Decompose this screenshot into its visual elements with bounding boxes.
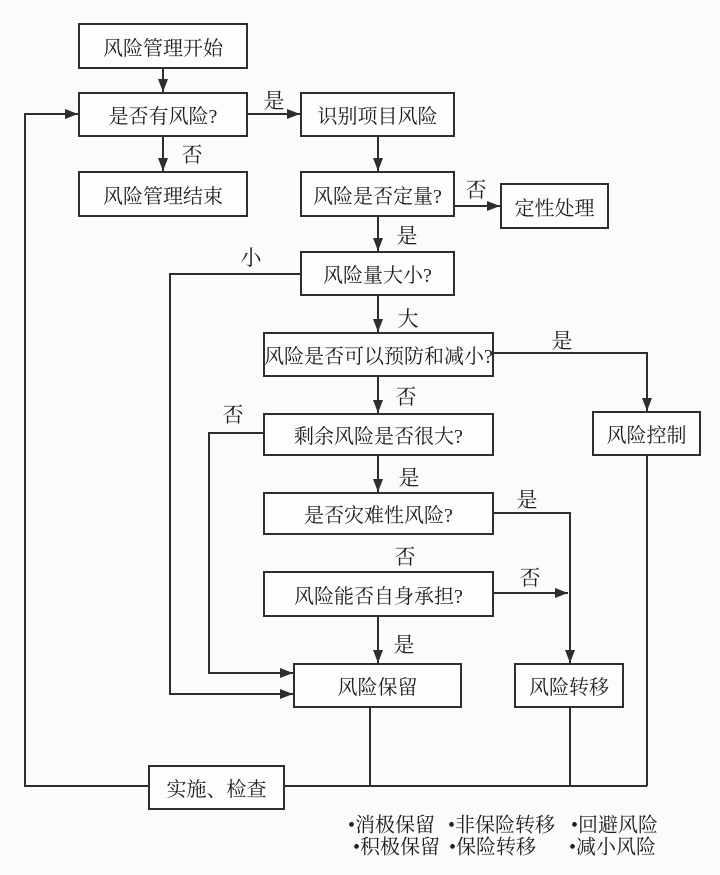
node-label: 实施、检查 [166,779,267,801]
edge-label-small-magnitude: 小 [240,246,262,270]
legend-item-label: 非保险转移 [455,814,556,837]
edge-label-yes-prevent: 是 [551,329,573,353]
bullet-icon: • [571,814,579,837]
legend-item [449,831,536,860]
node-label: 风险管理开始 [103,37,223,60]
edge-label-no-residual: 否 [222,403,244,427]
node-start [78,23,248,69]
edge-label-yes-residual: 是 [398,466,420,490]
legend-item-label: 减小风险 [576,836,657,859]
bullet-icon: • [569,836,577,859]
node-can-prevent-reduce [263,332,494,377]
legend-item [569,831,656,860]
edge-label-yes-catastrophic: 是 [516,488,538,512]
node-risk-control [592,411,701,456]
node-label: 风险管理结束 [103,185,223,208]
node-can-self-bear [263,571,494,617]
node-label: 是否灾难性风险? [304,505,453,527]
node-has-risk [78,92,248,137]
node-is-catastrophic [263,492,494,535]
node-label: 风险转移 [529,677,609,699]
node-risk-retention [293,663,462,708]
bullet-icon: • [448,814,456,837]
node-is-quantitative [300,171,455,217]
legend-item-label: 消极保留 [355,814,436,837]
node-implement-check [148,765,285,810]
node-label: 风险能否自身承担? [294,585,463,608]
edge-label-no-self-bear: 否 [519,566,541,590]
edge-residual-no-to-retain [209,433,293,673]
node-label: 风险控制 [606,425,687,447]
legend-item-label: 保险转移 [456,836,537,859]
edge-label-no-has-risk: 否 [181,143,203,167]
node-label: 识别项目风险 [317,106,438,128]
bullet-icon: • [353,836,361,859]
edge-label-no-catastrophic: 否 [394,545,416,569]
edge-prevent-yes-to-control [494,353,647,411]
node-label: 风险量大小? [323,265,432,287]
legend-item-label: 积极保留 [360,836,441,859]
node-label: 风险是否可以预防和减小? [264,346,493,368]
edge-label-no-quantitative: 否 [465,178,487,202]
node-qualitative-handle [500,183,609,229]
node-risk-transfer [514,663,624,708]
node-label: 风险是否定量? [313,185,442,208]
node-residual-risk-large [263,413,494,456]
edge-label-yes-quantitative: 是 [396,224,418,248]
node-risk-magnitude [300,251,455,296]
edge-label-large-magnitude: 大 [397,307,419,331]
bullet-icon: • [449,836,457,859]
legend-item-label: 回避风险 [578,814,659,837]
node-label: 定性处理 [514,197,595,220]
legend-item [353,831,440,860]
edge-label-yes-has-risk: 是 [263,89,285,113]
node-label: 是否有风险? [108,106,218,128]
edge-label-no-prevent: 否 [395,385,417,409]
node-label: 剩余风险是否很大? [294,426,463,448]
node-end [78,171,248,217]
bullet-icon: • [348,814,356,837]
node-identify-risk [300,92,455,137]
node-label: 风险保留 [337,677,418,699]
edge-label-yes-self-bear: 是 [393,633,415,657]
